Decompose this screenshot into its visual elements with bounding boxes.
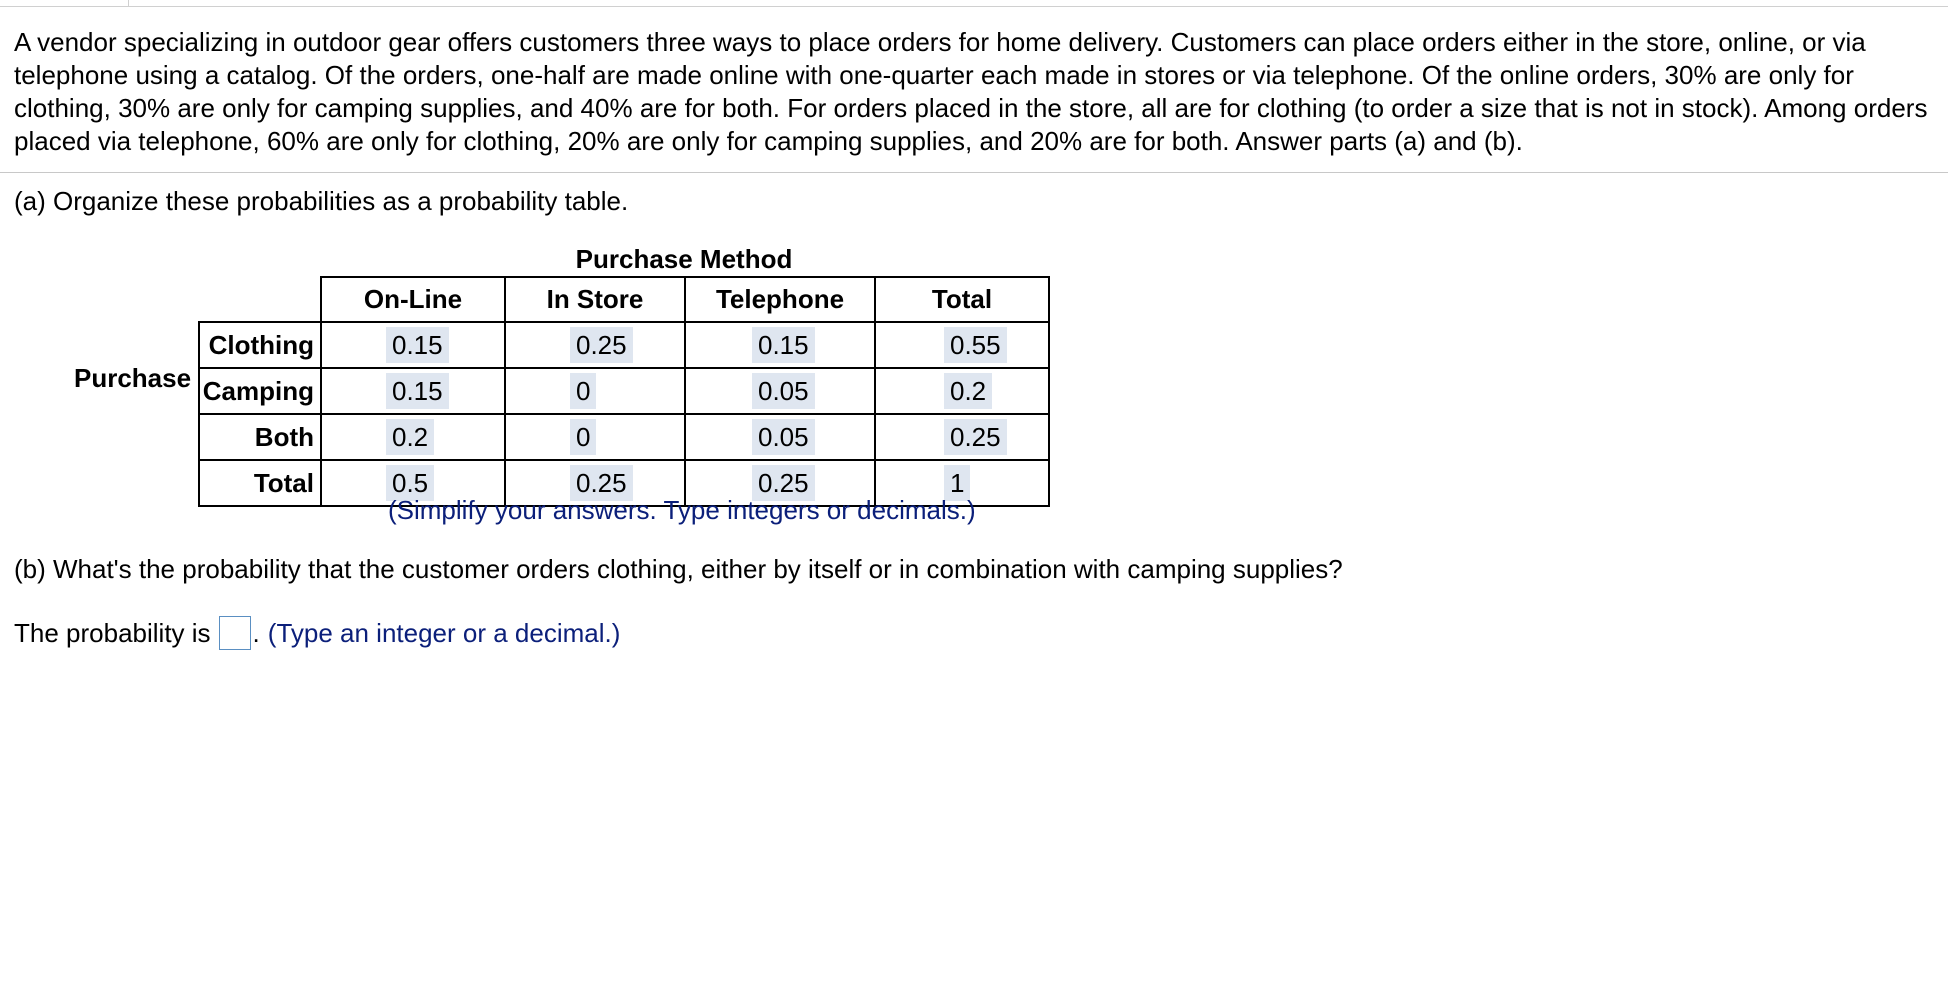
table-cell [321, 368, 505, 414]
table-cell [505, 414, 685, 460]
top-divider-tick [128, 0, 129, 6]
row-group-label: Purchase [74, 363, 192, 393]
row-header-camping: Camping [199, 368, 321, 414]
answer-field[interactable]: 0.55 [944, 327, 1007, 363]
table-cell [505, 368, 685, 414]
answer-field[interactable]: 0.05 [752, 373, 815, 409]
column-header-telephone: Telephone [685, 277, 875, 322]
answer-field[interactable]: 0.15 [752, 327, 815, 363]
table-cell [875, 414, 1049, 460]
answer-field[interactable]: 0.25 [944, 419, 1007, 455]
table-cell [875, 368, 1049, 414]
table-cell [321, 414, 505, 460]
top-divider [0, 6, 1948, 7]
section-divider [0, 172, 1948, 173]
probability-input[interactable] [219, 616, 251, 650]
table-row-camping [199, 368, 1049, 414]
answer-field[interactable]: 0.5 [386, 465, 434, 501]
table-cell [875, 322, 1049, 368]
answer-field[interactable]: 0.15 [386, 327, 449, 363]
simplify-hint: (Simplify your answers. Type integers or decimals.) [388, 495, 976, 525]
answer-field[interactable]: 0.25 [570, 327, 633, 363]
column-group-label: Purchase Method [575, 244, 793, 274]
table-header-row [199, 277, 1049, 322]
answer-field[interactable]: 0 [570, 373, 596, 409]
answer-field[interactable]: 0.05 [752, 419, 815, 455]
table-corner [199, 277, 321, 322]
table-cell [685, 414, 875, 460]
answer-prefix: The probability is [14, 618, 211, 648]
answer-field[interactable]: 0.2 [944, 373, 992, 409]
table-row-both [199, 414, 1049, 460]
answer-field[interactable]: 0 [570, 419, 596, 455]
answer-field[interactable]: 0.2 [386, 419, 434, 455]
probability-table [198, 276, 1050, 507]
answer-hint: (Type an integer or a decimal.) [267, 618, 621, 648]
answer-suffix: . [252, 618, 260, 648]
column-header-total: Total [875, 277, 1049, 322]
table-cell [505, 322, 685, 368]
part-b-prompt: (b) What's the probability that the customer orders clothing, either by itself or in combination with camping supplies? [14, 554, 1343, 584]
answer-line [14, 616, 620, 650]
answer-field[interactable]: 0.25 [570, 465, 633, 501]
answer-field[interactable]: 0.25 [752, 465, 815, 501]
part-a-prompt: (a) Organize these probabilities as a probability table. [14, 186, 629, 216]
table-row-clothing [199, 322, 1049, 368]
row-header-total: Total [199, 460, 321, 506]
table-cell [685, 368, 875, 414]
table-cell [321, 322, 505, 368]
answer-field[interactable]: 0.15 [386, 373, 449, 409]
answer-field[interactable]: 1 [944, 465, 970, 501]
row-header-clothing: Clothing [199, 322, 321, 368]
row-header-both: Both [199, 414, 321, 460]
table-cell [685, 322, 875, 368]
problem-statement: A vendor specializing in outdoor gear offers customers three ways to place orders for home delivery. Customers can place orders either in the store, online, or via telephone using a catalog. Of the orders, one-half are made online with one-quarter each made in stores or via telephone. Of the online orders, 30% are only for clothing, 30% are only for camping supplies, and 40% are for both. For orders placed in the store, all are for clothing (to order a size that is not in stock). Among orders placed via telephone, 60% are only for clothing, 20% are only for camping supplies, and 20% are for both. Answer parts (a) and (b). [14, 27, 1928, 156]
column-header-in-store: In Store [505, 277, 685, 322]
column-header-online: On-Line [321, 277, 505, 322]
